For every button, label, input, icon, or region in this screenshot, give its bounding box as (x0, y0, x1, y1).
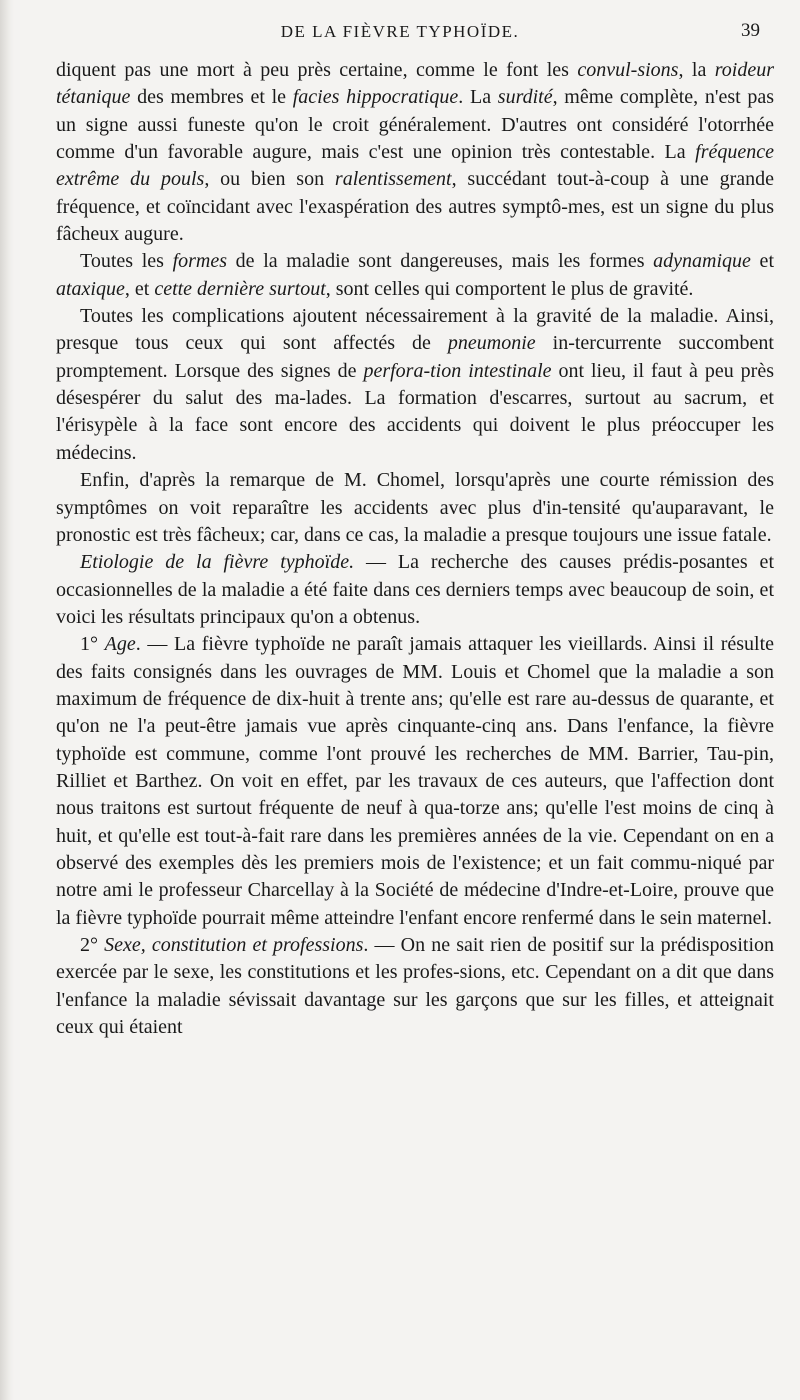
paragraph (56, 932, 774, 1041)
italic-text: adynamique (653, 250, 751, 273)
italic-text: roideur tétanique (56, 59, 774, 109)
italic-text: perfora-tion intestinale (363, 359, 552, 382)
text-run: , ou bien son (204, 168, 335, 191)
paragraph (56, 549, 774, 631)
italic-text: ralentissement (334, 168, 452, 191)
page-number: 39 (741, 20, 760, 41)
text-run: et (750, 250, 774, 273)
paragraph (56, 248, 774, 303)
body-text (56, 57, 774, 1041)
text-run: ont lieu, il faut à peu près désespérer du salut des ma-lades. La formation d'escarres, surtout au sacrum, et l'érisypèle à la face sont encore des accidents qui doivent le plus préoccuper les médecins. (56, 359, 774, 464)
paragraph (56, 57, 774, 248)
text-run: . La (458, 86, 498, 109)
text-run: , et (124, 277, 155, 300)
text-run: diquent pas une mort à peu près certaine, comme le font les (56, 59, 578, 81)
italic-text: facies hippocratique (292, 86, 459, 109)
text-run: , succédant tout-à-coup à une grande fréquence, et coïncidant avec l'exaspération des autres symptô-mes, est un signe du plus fâcheux augure. (56, 168, 774, 246)
paragraph (56, 467, 774, 549)
text-run: 2° (80, 934, 105, 956)
text-run: , sont celles qui comportent le plus de gravité. (325, 277, 694, 300)
italic-text: pneumonie (447, 332, 536, 355)
paragraph (56, 631, 774, 932)
text-run: de la maladie sont dangereuses, mais les formes (227, 250, 654, 273)
italic-text: fréquence extrême du pouls (56, 141, 774, 191)
italic-text: ataxique (56, 277, 125, 300)
italic-text: Etiologie de la fièvre typhoïde. (80, 551, 355, 574)
text-run: des membres et le (130, 86, 293, 109)
text-run: . — On ne sait rien de positif sur la prédisposition exercée par le sexe, les constitutions et les profes-sions, etc. Cependant on a dit que dans l'enfance la maladie sévissait davantage sur les garçons que sur les filles, et atteignait ceux qui étaient (56, 934, 775, 1039)
text-run: . — La fièvre typhoïde ne paraît jamais attaquer les vieillards. Ainsi il résulte des faits consignés dans les ouvrages de MM. Louis et Chomel que la maladie a son maximum de fréquence de dix-huit à trente ans; qu'elle est rare au-dessus de quarante, et qu'on ne l'a peut-être jamais vue après cinquante-cinq ans. Dans l'enfance, la fièvre typhoïde est commune, comme l'ont prouvé les recherches de MM. Barrier, Tau-pin, Rilliet et Barthez. On voit en effet, par les travaux de ces auteurs, que l'affection dont nous traitons est surtout fréquente de neuf à qua-torze ans; qu'elle l'est moins de cinq à huit, et qu'elle est tout-à-fait rare dans les premières années de la vie. Cependant on en a observé des exemples dès les premiers mois de l'existence; et un fait commu-niqué par notre ami le professeur Charcellay à la Société de médecine d'Indre-et-Loire, prouve que la fièvre typhoïde pourrait même atteindre l'enfant encore renfermé dans le sein maternel. (56, 633, 775, 929)
page-header (0, 18, 800, 48)
text-run: 1° (80, 633, 105, 656)
italic-text: cette dernière surtout (154, 277, 326, 300)
italic-text: Sexe, constitution et professions (104, 934, 364, 956)
text-run: — La recherche des causes prédis-posantes et occasionnelles de la maladie a été faite dans ces derniers temps avec beaucoup de soin, et voici les résultats principaux qu'on a obtenus. (56, 551, 774, 628)
italic-text: formes (172, 250, 228, 273)
italic-text: convul-sions (577, 59, 679, 81)
text-run: Toutes les complications ajoutent nécessairement à la gravité de la maladie. Ainsi, presque tous ceux qui sont affectés de (56, 305, 774, 355)
text-run: Toutes les (80, 250, 173, 273)
italic-text: surdité (497, 86, 553, 109)
italic-text: Age (104, 633, 136, 656)
text-run: in-tercurrente succombent promptement. Lorsque des signes de (56, 332, 774, 382)
paragraph (56, 303, 774, 467)
binding-edge (0, 0, 14, 1400)
running-head: DE LA FIÈVRE TYPHOÏDE. (280, 22, 520, 41)
text-run: Enfin, d'après la remarque de M. Chomel, lorsqu'après une courte rémission des symptômes on voit reparaître les accidents avec plus d'in-tensité qu'auparavant, le pronostic est très fâcheux; car, dans ce cas, la maladie a presque toujours une issue fatale. (56, 469, 774, 546)
text-run: , même complète, n'est pas un signe aussi funeste qu'on le croit généralement. D'autres ont considéré l'otorrhée comme d'un favorable augure, mais c'est une opinion très contestable. La (56, 86, 775, 164)
text-run: , la (678, 59, 715, 81)
